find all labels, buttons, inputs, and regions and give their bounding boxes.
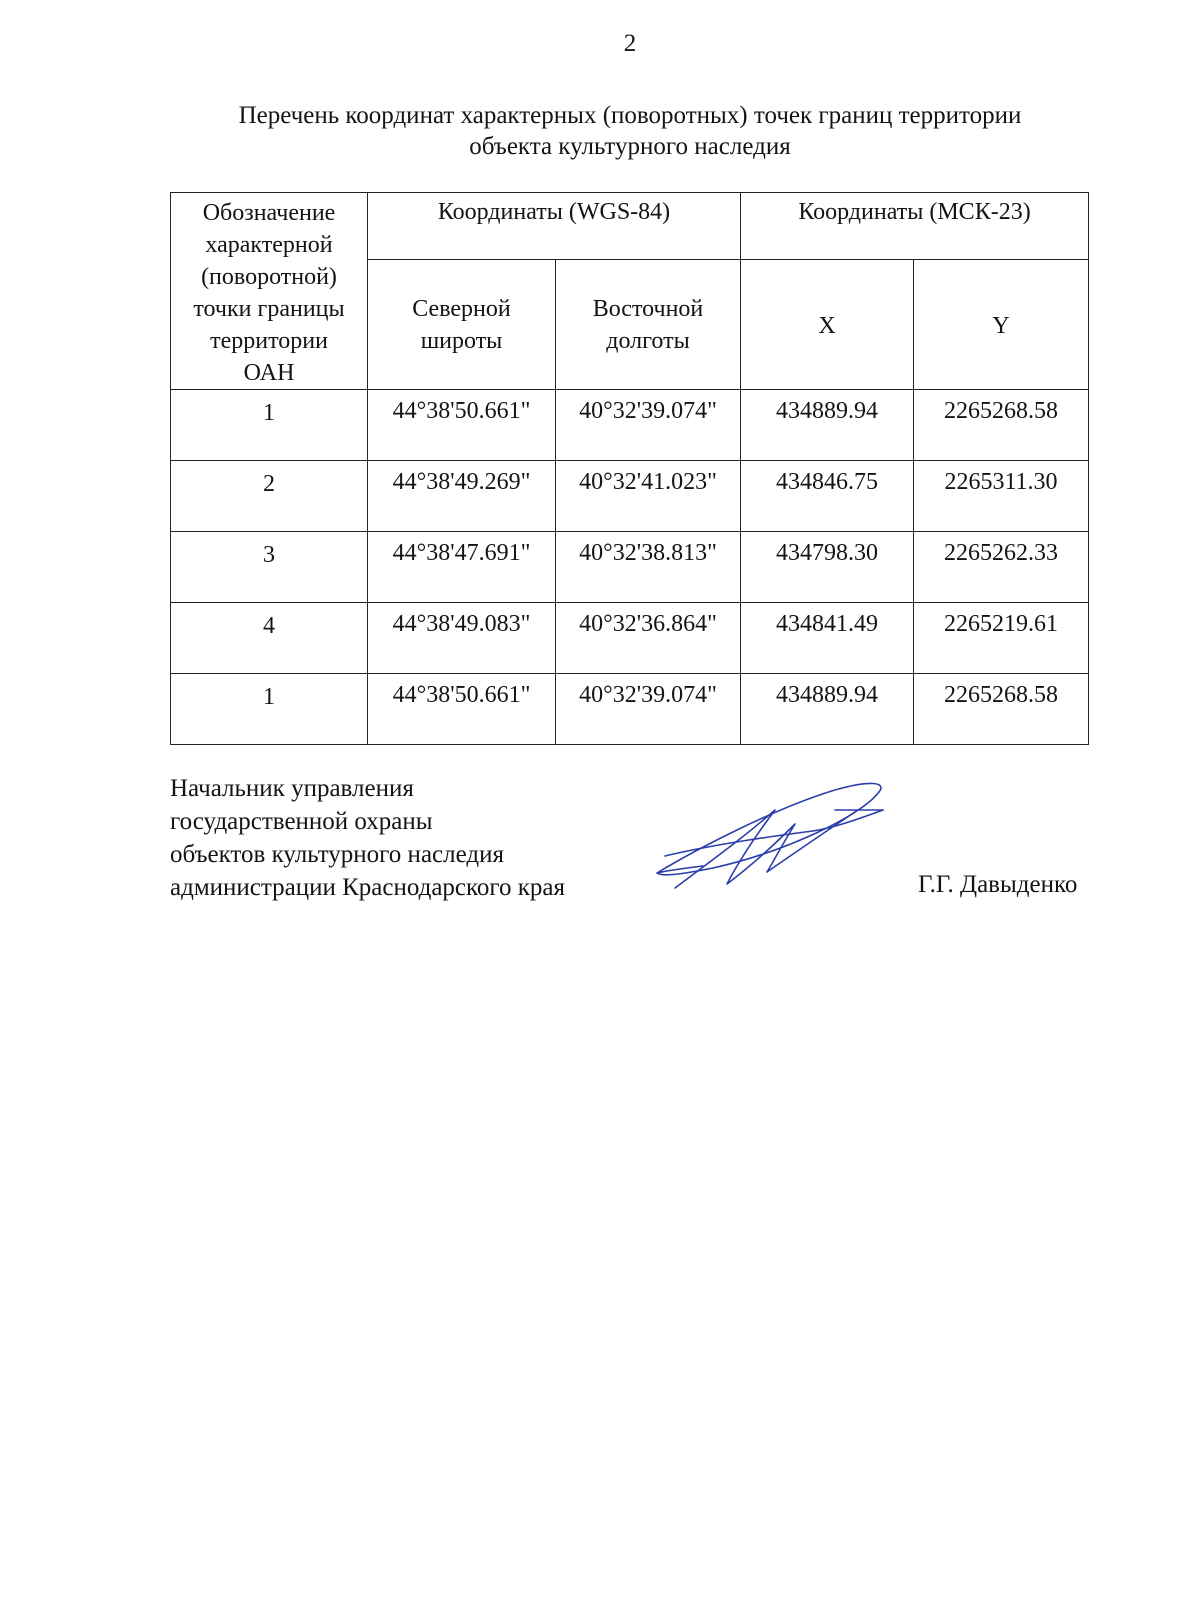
title-line-2: объекта культурного наследия xyxy=(469,133,791,160)
header-x: X xyxy=(741,260,914,390)
cell-point: 2 xyxy=(171,461,368,532)
cell-x: 434846.75 xyxy=(741,461,914,532)
header-north-line: широты xyxy=(420,327,503,354)
header-msk23-group: Координаты (МСК-23) xyxy=(741,193,1089,260)
header-designation-line: территории xyxy=(210,328,328,354)
header-designation-line: (поворотной) xyxy=(201,264,337,290)
cell-east: 40°32'36.864" xyxy=(556,603,741,674)
signature-stroke xyxy=(675,810,855,888)
cell-x: 434889.94 xyxy=(741,390,914,461)
header-point-designation xyxy=(171,193,368,390)
cell-x: 434889.94 xyxy=(741,674,914,745)
table-row xyxy=(171,532,1089,603)
position-line: объектов культурного наследия xyxy=(170,841,504,868)
table-header-row xyxy=(171,193,1089,260)
cell-x: 434798.30 xyxy=(741,532,914,603)
cell-y: 2265311.30 xyxy=(914,461,1089,532)
header-east-line: долготы xyxy=(606,327,690,354)
cell-point: 3 xyxy=(171,532,368,603)
signatory-position xyxy=(170,772,565,904)
table-row xyxy=(171,390,1089,461)
position-line: Начальник управления xyxy=(170,775,414,802)
header-y: Y xyxy=(914,260,1089,390)
cell-y: 2265219.61 xyxy=(914,603,1089,674)
signer-name: Г.Г. Давыденко xyxy=(918,871,1078,898)
header-designation-line: характерной xyxy=(205,232,333,258)
cell-north: 44°38'50.661" xyxy=(368,390,556,461)
page-number: 2 xyxy=(623,30,637,57)
header-designation-line: Обозначение xyxy=(202,200,336,226)
header-north-line: Северной xyxy=(412,295,511,322)
signature-stroke xyxy=(665,810,883,856)
cell-east: 40°32'39.074" xyxy=(556,674,741,745)
header-east-longitude xyxy=(556,260,741,390)
signature-stroke xyxy=(657,783,881,874)
cell-point: 1 xyxy=(171,390,368,461)
cell-y: 2265268.58 xyxy=(914,390,1089,461)
header-east-line: Восточной xyxy=(592,295,704,322)
document-title xyxy=(160,100,1100,162)
position-line: государственной охраны xyxy=(170,808,433,835)
cell-north: 44°38'47.691" xyxy=(368,532,556,603)
table-row xyxy=(171,461,1089,532)
position-line: администрации Краснодарского края xyxy=(170,874,566,901)
header-wgs84-group: Координаты (WGS-84) xyxy=(368,193,741,260)
header-designation-line: точки границы xyxy=(193,296,345,322)
cell-east: 40°32'38.813" xyxy=(556,532,741,603)
coordinates-table xyxy=(170,192,1089,745)
cell-north: 44°38'49.083" xyxy=(368,603,556,674)
cell-y: 2265268.58 xyxy=(914,674,1089,745)
cell-point: 4 xyxy=(171,603,368,674)
header-designation-line: ОАН xyxy=(243,360,295,386)
table-row xyxy=(171,603,1089,674)
cell-north: 44°38'50.661" xyxy=(368,674,556,745)
cell-point: 1 xyxy=(171,674,368,745)
handwritten-signature xyxy=(655,780,915,910)
header-north-latitude xyxy=(368,260,556,390)
title-line-1: Перечень координат характерных (поворотных) точек границ территории xyxy=(238,102,1022,129)
table-row xyxy=(171,674,1089,745)
cell-north: 44°38'49.269" xyxy=(368,461,556,532)
cell-x: 434841.49 xyxy=(741,603,914,674)
cell-y: 2265262.33 xyxy=(914,532,1089,603)
cell-east: 40°32'39.074" xyxy=(556,390,741,461)
cell-east: 40°32'41.023" xyxy=(556,461,741,532)
